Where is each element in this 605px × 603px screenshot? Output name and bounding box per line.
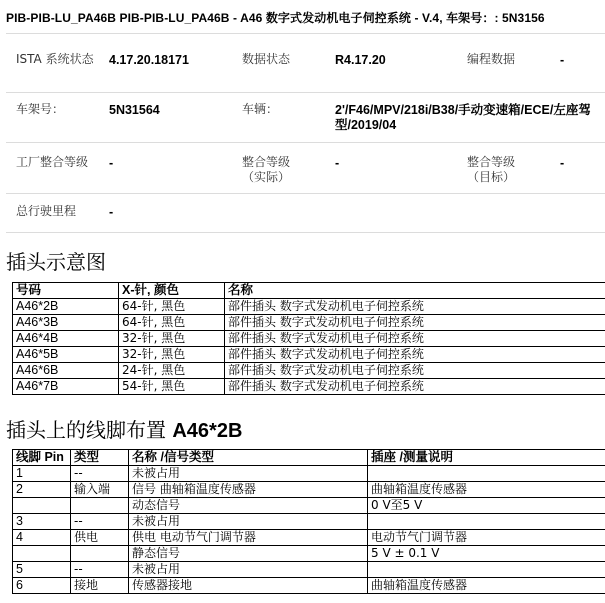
pin-number: 5 — [13, 562, 71, 578]
info-row-vehicle — [6, 93, 605, 143]
target-level-label: 整合等级（目标） — [467, 155, 516, 184]
pin-socket: 5 V ± 0.1 V — [368, 546, 605, 562]
connector-table-header — [13, 283, 605, 299]
pin-number: 2 — [13, 482, 71, 498]
connector-pins: 24-针, 黑色 — [119, 363, 225, 379]
column-header-socket: 插座 /测量说明 — [368, 450, 605, 466]
vehicle-value-line1: 2'/F46/MPV/218i/B38/手动变速箱/ECE/左座驾 — [335, 103, 591, 117]
connector-name: 部件插头 数字式发动机电子伺控系统 — [225, 315, 605, 331]
pin-type: 输入端 — [71, 482, 129, 498]
connector-id: A46*5B — [13, 347, 119, 363]
integration-status-label: 数据状态 — [242, 52, 291, 66]
connector-name: 部件插头 数字式发动机电子伺控系统 — [225, 299, 605, 315]
pin-section-heading-prefix: 插头上的线脚布置 — [6, 418, 166, 442]
programming-data-label: 编程数据 — [467, 52, 516, 66]
factory-level-label: 工厂整合等级 — [16, 155, 89, 169]
connector-id: A46*2B — [13, 299, 119, 315]
vehicle-label: 车辆： — [242, 102, 279, 116]
pin-number — [13, 498, 71, 514]
table-row — [13, 514, 605, 530]
integration-status-value: R4.17.20 — [335, 53, 386, 67]
pin-signal: 供电 电动节气门调节器 — [129, 530, 368, 546]
pin-signal: 信号 曲轴箱温度传感器 — [129, 482, 368, 498]
table-row — [13, 315, 605, 331]
table-row — [13, 498, 605, 514]
factory-level-value: - — [109, 156, 114, 170]
document-title: PIB-PIB-LU_PA46B PIB-PIB-LU_PA46B - A46 数字式发动机电子伺控系统 - V.4, 车架号：: 5N3156 — [6, 11, 545, 25]
connector-name: 部件插头 数字式发动机电子伺控系统 — [225, 363, 605, 379]
pin-signal: 未被占用 — [129, 562, 368, 578]
pin-signal: 未被占用 — [129, 514, 368, 530]
column-header-pin: 线脚 Pin — [13, 450, 71, 466]
pin-type: 接地 — [71, 578, 129, 594]
column-header-number: 号码 — [13, 283, 119, 299]
table-row — [13, 578, 605, 594]
mileage-value: - — [109, 205, 114, 219]
pin-assignment-table — [12, 449, 605, 594]
connector-name: 部件插头 数字式发动机电子伺控系统 — [225, 347, 605, 363]
connector-id: A46*3B — [13, 315, 119, 331]
connector-pins: 64-针, 黑色 — [119, 315, 225, 331]
pin-type: -- — [71, 514, 129, 530]
column-header-signal: 名称 /信号类型 — [129, 450, 368, 466]
table-row — [13, 363, 605, 379]
table-row — [13, 347, 605, 363]
actual-level-label: 整合等级（实际） — [242, 155, 291, 184]
column-header-type: 类型 — [71, 450, 129, 466]
vin-value: 5N31564 — [109, 103, 160, 117]
connector-id: A46*4B — [13, 331, 119, 347]
info-row-status — [6, 34, 605, 93]
table-row — [13, 530, 605, 546]
column-header-pins-color: X-针, 颜色 — [119, 283, 225, 299]
table-row — [13, 482, 605, 498]
ista-status-label: ISTA 系统状态 — [16, 52, 94, 66]
info-row-integration — [6, 143, 605, 194]
info-row-mileage — [6, 194, 605, 233]
pin-number — [13, 546, 71, 562]
connector-name: 部件插头 数字式发动机电子伺控系统 — [225, 379, 605, 395]
vehicle-info-table — [6, 33, 605, 233]
pin-number: 1 — [13, 466, 71, 482]
pin-signal: 动态信号 — [129, 498, 368, 514]
table-row — [13, 546, 605, 562]
pin-socket: 0 V至5 V — [368, 498, 605, 514]
table-row — [13, 379, 605, 395]
connector-pins: 64-针, 黑色 — [119, 299, 225, 315]
connector-section-heading: 插头示意图 — [6, 250, 106, 274]
table-row — [13, 331, 605, 347]
pin-socket: 曲轴箱温度传感器 — [368, 482, 605, 498]
pin-section-heading-connector: A46*2B — [172, 420, 243, 442]
pin-socket: 电动节气门调节器 — [368, 530, 605, 546]
connector-pins: 32-针, 黑色 — [119, 331, 225, 347]
pin-socket: 曲轴箱温度传感器 — [368, 578, 605, 594]
pin-signal: 未被占用 — [129, 466, 368, 482]
ista-status-value: 4.17.20.18171 — [109, 53, 189, 67]
pin-number: 4 — [13, 530, 71, 546]
table-row — [13, 299, 605, 315]
vehicle-value-line2: 型/2019/04 — [335, 118, 397, 132]
pin-type — [71, 546, 129, 562]
pin-type: -- — [71, 562, 129, 578]
actual-level-value: - — [335, 156, 340, 170]
pin-socket — [368, 514, 605, 530]
pin-table-header — [13, 450, 605, 466]
pin-signal: 传感器接地 — [129, 578, 368, 594]
pin-section-heading — [6, 414, 242, 443]
connector-id: A46*7B — [13, 379, 119, 395]
connector-id: A46*6B — [13, 363, 119, 379]
target-level-value: - — [560, 156, 565, 170]
pin-number: 3 — [13, 514, 71, 530]
pin-type: -- — [71, 466, 129, 482]
connector-name: 部件插头 数字式发动机电子伺控系统 — [225, 331, 605, 347]
vin-label: 车架号： — [16, 102, 65, 116]
connector-pins: 32-针, 黑色 — [119, 347, 225, 363]
pin-socket — [368, 466, 605, 482]
pin-type — [71, 498, 129, 514]
pin-socket — [368, 562, 605, 578]
connector-pins: 54-针, 黑色 — [119, 379, 225, 395]
mileage-label: 总行驶里程 — [16, 204, 77, 218]
table-row — [13, 466, 605, 482]
connector-table — [12, 282, 605, 395]
pin-number: 6 — [13, 578, 71, 594]
pin-signal: 静态信号 — [129, 546, 368, 562]
table-row — [13, 562, 605, 578]
pin-type: 供电 — [71, 530, 129, 546]
column-header-name: 名称 — [225, 283, 605, 299]
programming-data-value: - — [560, 53, 565, 67]
